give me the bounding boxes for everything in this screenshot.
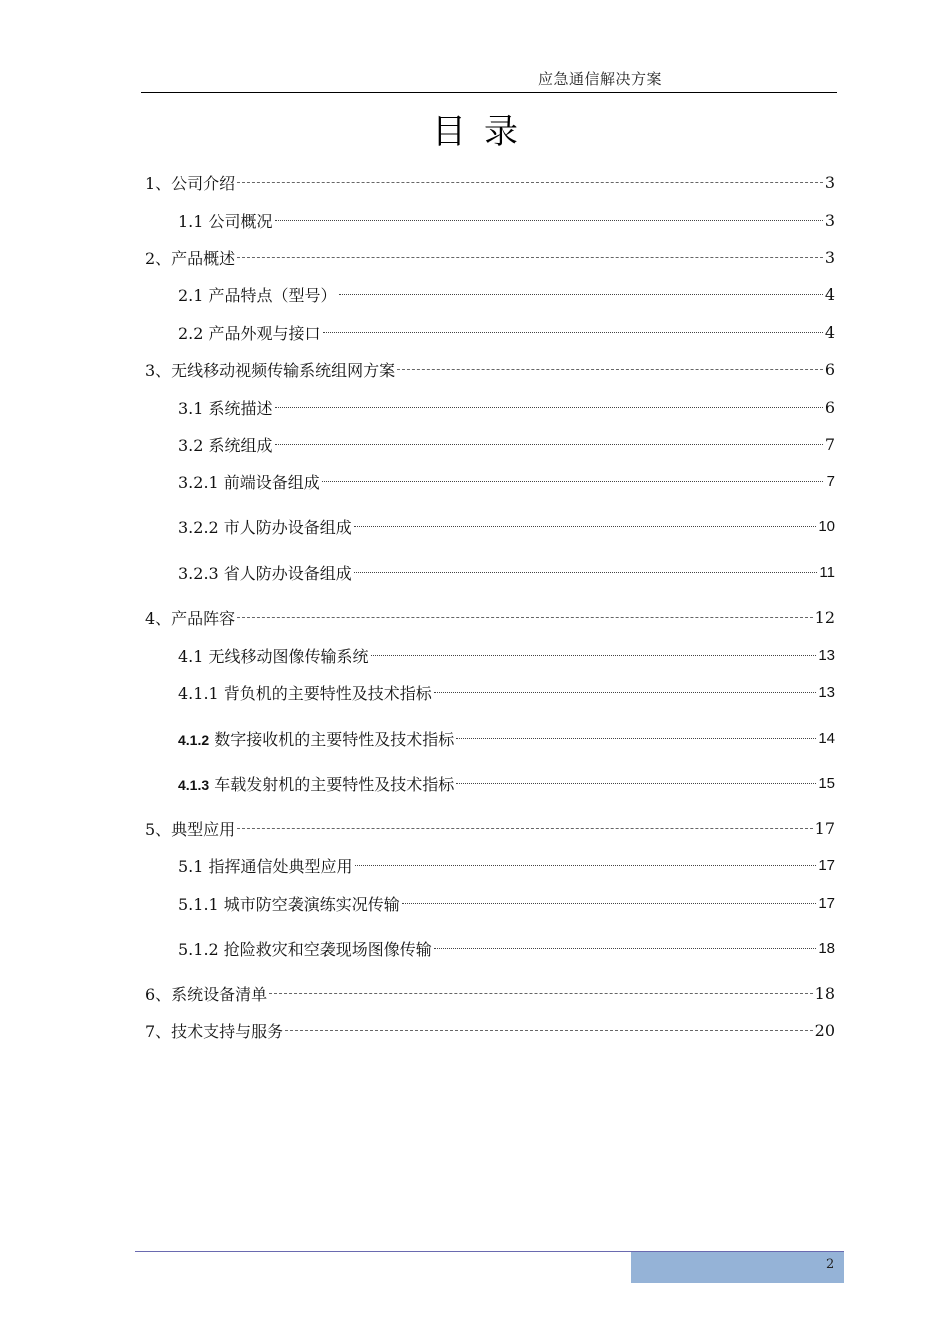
toc-entry-page: 17: [818, 894, 835, 912]
toc-entry[interactable]: [178, 513, 835, 539]
toc-entry[interactable]: [145, 980, 835, 1006]
toc-entry[interactable]: [178, 679, 835, 705]
toc-entry-label: 5.1.2 抢险救灾和空袭现场图像传输: [178, 939, 432, 959]
toc-entry-label: 3.1 系统描述: [178, 398, 273, 418]
footer-page-box: [631, 1252, 844, 1283]
toc-entry[interactable]: [178, 319, 835, 345]
toc-entry[interactable]: [145, 604, 835, 630]
toc-entry-page: 6: [824, 359, 835, 379]
toc-entry-label: 3.2 系统组成: [178, 435, 273, 455]
toc-entry-label: 4.1 无线移动图像传输系统: [178, 646, 369, 666]
toc-entry-label: 7、技术支持与服务: [145, 1021, 284, 1041]
toc-entry[interactable]: [178, 852, 835, 878]
toc-entry[interactable]: [145, 356, 835, 382]
toc-entry-page: 7: [826, 472, 835, 490]
toc-leader: [456, 783, 816, 784]
toc-leader: [275, 407, 823, 408]
toc-leader: [275, 444, 823, 445]
toc-entry-label: 5.1.1 城市防空袭演练实况传输: [178, 894, 400, 914]
toc-entry-page: 17: [818, 856, 835, 874]
toc-entry-page: 15: [818, 774, 835, 792]
toc-entry-page: 3: [824, 247, 835, 267]
toc-leader: [275, 220, 823, 221]
toc-leader: [371, 655, 817, 656]
toc-entry-number: 4.1.2: [178, 731, 210, 748]
toc-entry-label: 3.2.1 前端设备组成: [178, 472, 320, 492]
toc-entry[interactable]: [178, 890, 835, 916]
toc-entry-page: 13: [818, 683, 835, 701]
toc-leader: [323, 332, 823, 333]
toc-leader: [322, 481, 823, 482]
toc-entry[interactable]: [178, 468, 835, 494]
toc-entry[interactable]: [145, 815, 835, 841]
toc-entry-page: 4: [824, 284, 835, 304]
toc-leader: [354, 526, 817, 527]
toc-entry[interactable]: [178, 281, 835, 307]
toc-entry[interactable]: [145, 169, 835, 195]
toc-entry[interactable]: [178, 207, 835, 233]
toc-leader: [237, 182, 823, 183]
toc-entry-label: 2.1 产品特点（型号）: [178, 285, 337, 305]
toc-entry-label: [178, 772, 454, 795]
toc-entry-page: 3: [824, 210, 835, 230]
toc-entry[interactable]: [178, 770, 835, 796]
toc-entry-number: 4.1.3: [178, 776, 210, 793]
toc-entry-label: 2、产品概述: [145, 248, 236, 268]
toc-leader: [269, 993, 812, 994]
toc-entry-text: 数字接收机的主要特性及技术指标: [214, 729, 455, 749]
toc-entry-label: 3.2.3 省人防办设备组成: [178, 563, 352, 583]
toc-entry-page: 7: [824, 434, 835, 454]
toc-entry[interactable]: [178, 725, 835, 751]
toc-entry-label: 1.1 公司概况: [178, 211, 273, 231]
toc-entry[interactable]: [178, 642, 835, 668]
toc-entry-page: 11: [819, 563, 835, 581]
toc-entry-page: 10: [818, 517, 835, 535]
toc-leader: [237, 257, 823, 258]
toc-entry-label: 1、公司介绍: [145, 173, 236, 193]
toc-entry-label: 5.1 指挥通信处典型应用: [178, 856, 353, 876]
toc-entry[interactable]: [178, 394, 835, 420]
toc-entry-label: 4、产品阵容: [145, 608, 236, 628]
toc-entry[interactable]: [178, 559, 835, 585]
toc-entry-label: 3.2.2 市人防办设备组成: [178, 517, 352, 537]
toc-entry-page: 13: [818, 646, 835, 664]
toc-entry-page: 4: [824, 322, 835, 342]
running-header-title: 应急通信解决方案: [538, 70, 663, 88]
toc-leader: [285, 1030, 812, 1031]
toc-leader: [397, 369, 823, 370]
toc-entry-text: 车载发射机的主要特性及技术指标: [214, 774, 455, 794]
toc-leader: [355, 865, 817, 866]
toc-entry[interactable]: [145, 1017, 835, 1043]
toc-leader: [434, 692, 817, 693]
toc-leader: [434, 948, 817, 949]
toc-entry-page: 3: [824, 172, 835, 192]
toc-title: 目录: [432, 112, 536, 152]
toc-entry-page: 6: [824, 397, 835, 417]
toc-leader: [339, 294, 823, 295]
toc-entry-label: 6、系统设备清单: [145, 984, 268, 1004]
toc-entry-page: 18: [818, 939, 835, 957]
toc-leader: [354, 572, 818, 573]
toc-leader: [456, 738, 816, 739]
page-number: 2: [826, 1257, 835, 1272]
toc-entry-label: [178, 727, 454, 750]
toc-entry-page: 20: [814, 1020, 835, 1040]
toc-entry-label: 4.1.1 背负机的主要特性及技术指标: [178, 683, 432, 703]
toc-leader: [237, 617, 812, 618]
toc-entry-label: 2.2 产品外观与接口: [178, 323, 321, 343]
toc-leader: [237, 828, 812, 829]
toc-entry-page: 17: [814, 818, 835, 838]
toc-entry-label: 5、典型应用: [145, 819, 236, 839]
toc-entry-page: 14: [818, 729, 835, 747]
toc-entry-page: 12: [814, 607, 835, 627]
header-divider: [141, 92, 837, 93]
toc-entry-page: 18: [814, 983, 835, 1003]
toc-entry-label: 3、无线移动视频传输系统组网方案: [145, 360, 396, 380]
toc-entry[interactable]: [178, 935, 835, 961]
toc-entry[interactable]: [145, 244, 835, 270]
toc-leader: [402, 903, 817, 904]
toc-entry[interactable]: [178, 431, 835, 457]
